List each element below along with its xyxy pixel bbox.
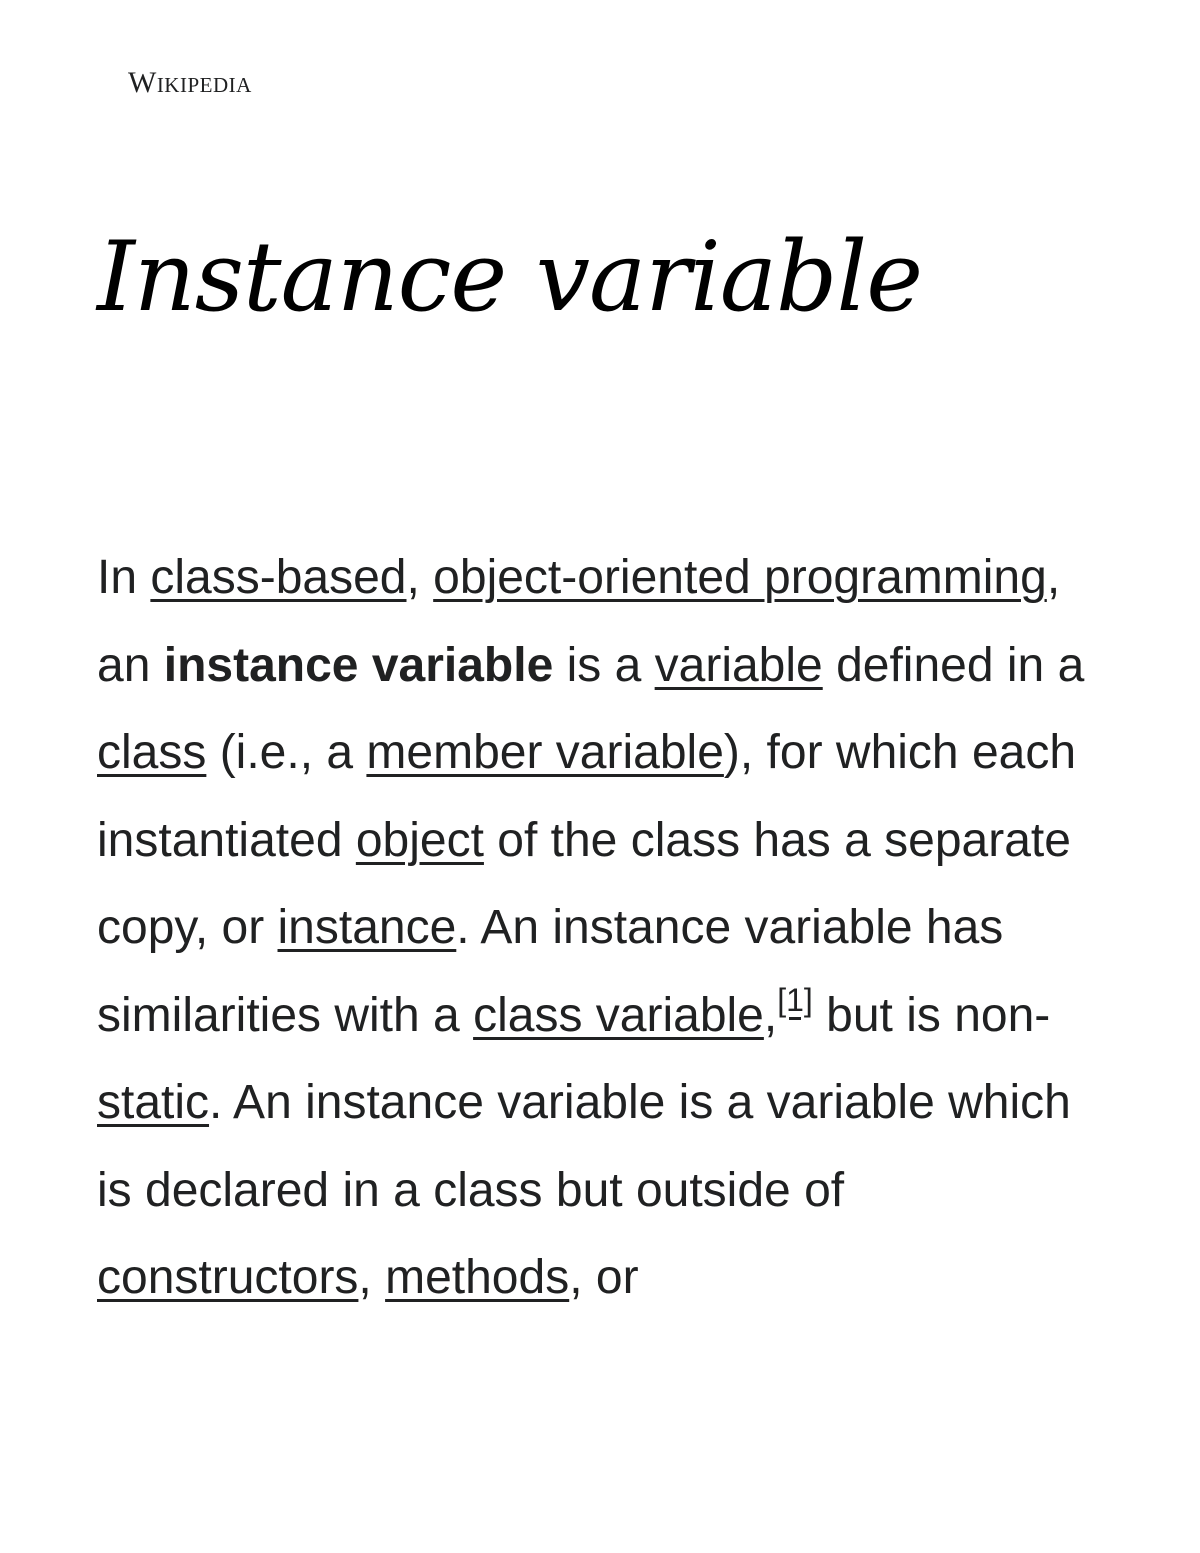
paragraph-text: defined in a: [822, 638, 1085, 692]
link-object[interactable]: object: [355, 813, 484, 867]
paragraph-text: but is non-: [812, 988, 1051, 1042]
link-object-oriented-programming[interactable]: object-oriented programming: [433, 551, 1047, 604]
paragraph-text: ,: [763, 988, 778, 1042]
bold-term: instance variable: [163, 638, 554, 692]
link-class[interactable]: class: [97, 726, 207, 779]
paragraph-text: . An instance variable has similarities with a: [97, 901, 1004, 1042]
paragraph-text: ,: [358, 1251, 386, 1304]
link-instance[interactable]: instance: [277, 901, 457, 954]
paragraph-text: (i.e., a: [206, 726, 367, 779]
paragraph-text: , an: [97, 551, 1061, 692]
article-paragraph: [97, 534, 1097, 1322]
paragraph-text: ,: [406, 551, 434, 604]
link-member-variable[interactable]: member variable: [366, 726, 724, 779]
paragraph-text: ), for which each instantiated: [97, 726, 1077, 867]
link-variable[interactable]: variable: [654, 638, 823, 692]
paragraph-text: is a: [553, 638, 655, 692]
page-title: Instance variable: [97, 221, 923, 333]
wikipedia-logo[interactable]: Wikipedia: [128, 66, 252, 99]
paragraph-text: . An instance variable is a variable which is declared in a class but outside of: [97, 1076, 1071, 1217]
paragraph-text: , or: [569, 1251, 639, 1304]
reference-marker[interactable]: [777, 982, 813, 1018]
link-class-based[interactable]: class-based: [150, 551, 407, 604]
reference-link[interactable]: [1]: [777, 981, 813, 1018]
link-methods[interactable]: methods: [385, 1251, 570, 1304]
paragraph-text: In: [97, 551, 151, 604]
link-class-variable[interactable]: class variable: [473, 988, 764, 1042]
link-static[interactable]: static: [97, 1076, 210, 1129]
paragraph-text: of the class has a separate copy, or: [97, 813, 1071, 954]
link-constructors[interactable]: constructors: [97, 1251, 359, 1304]
